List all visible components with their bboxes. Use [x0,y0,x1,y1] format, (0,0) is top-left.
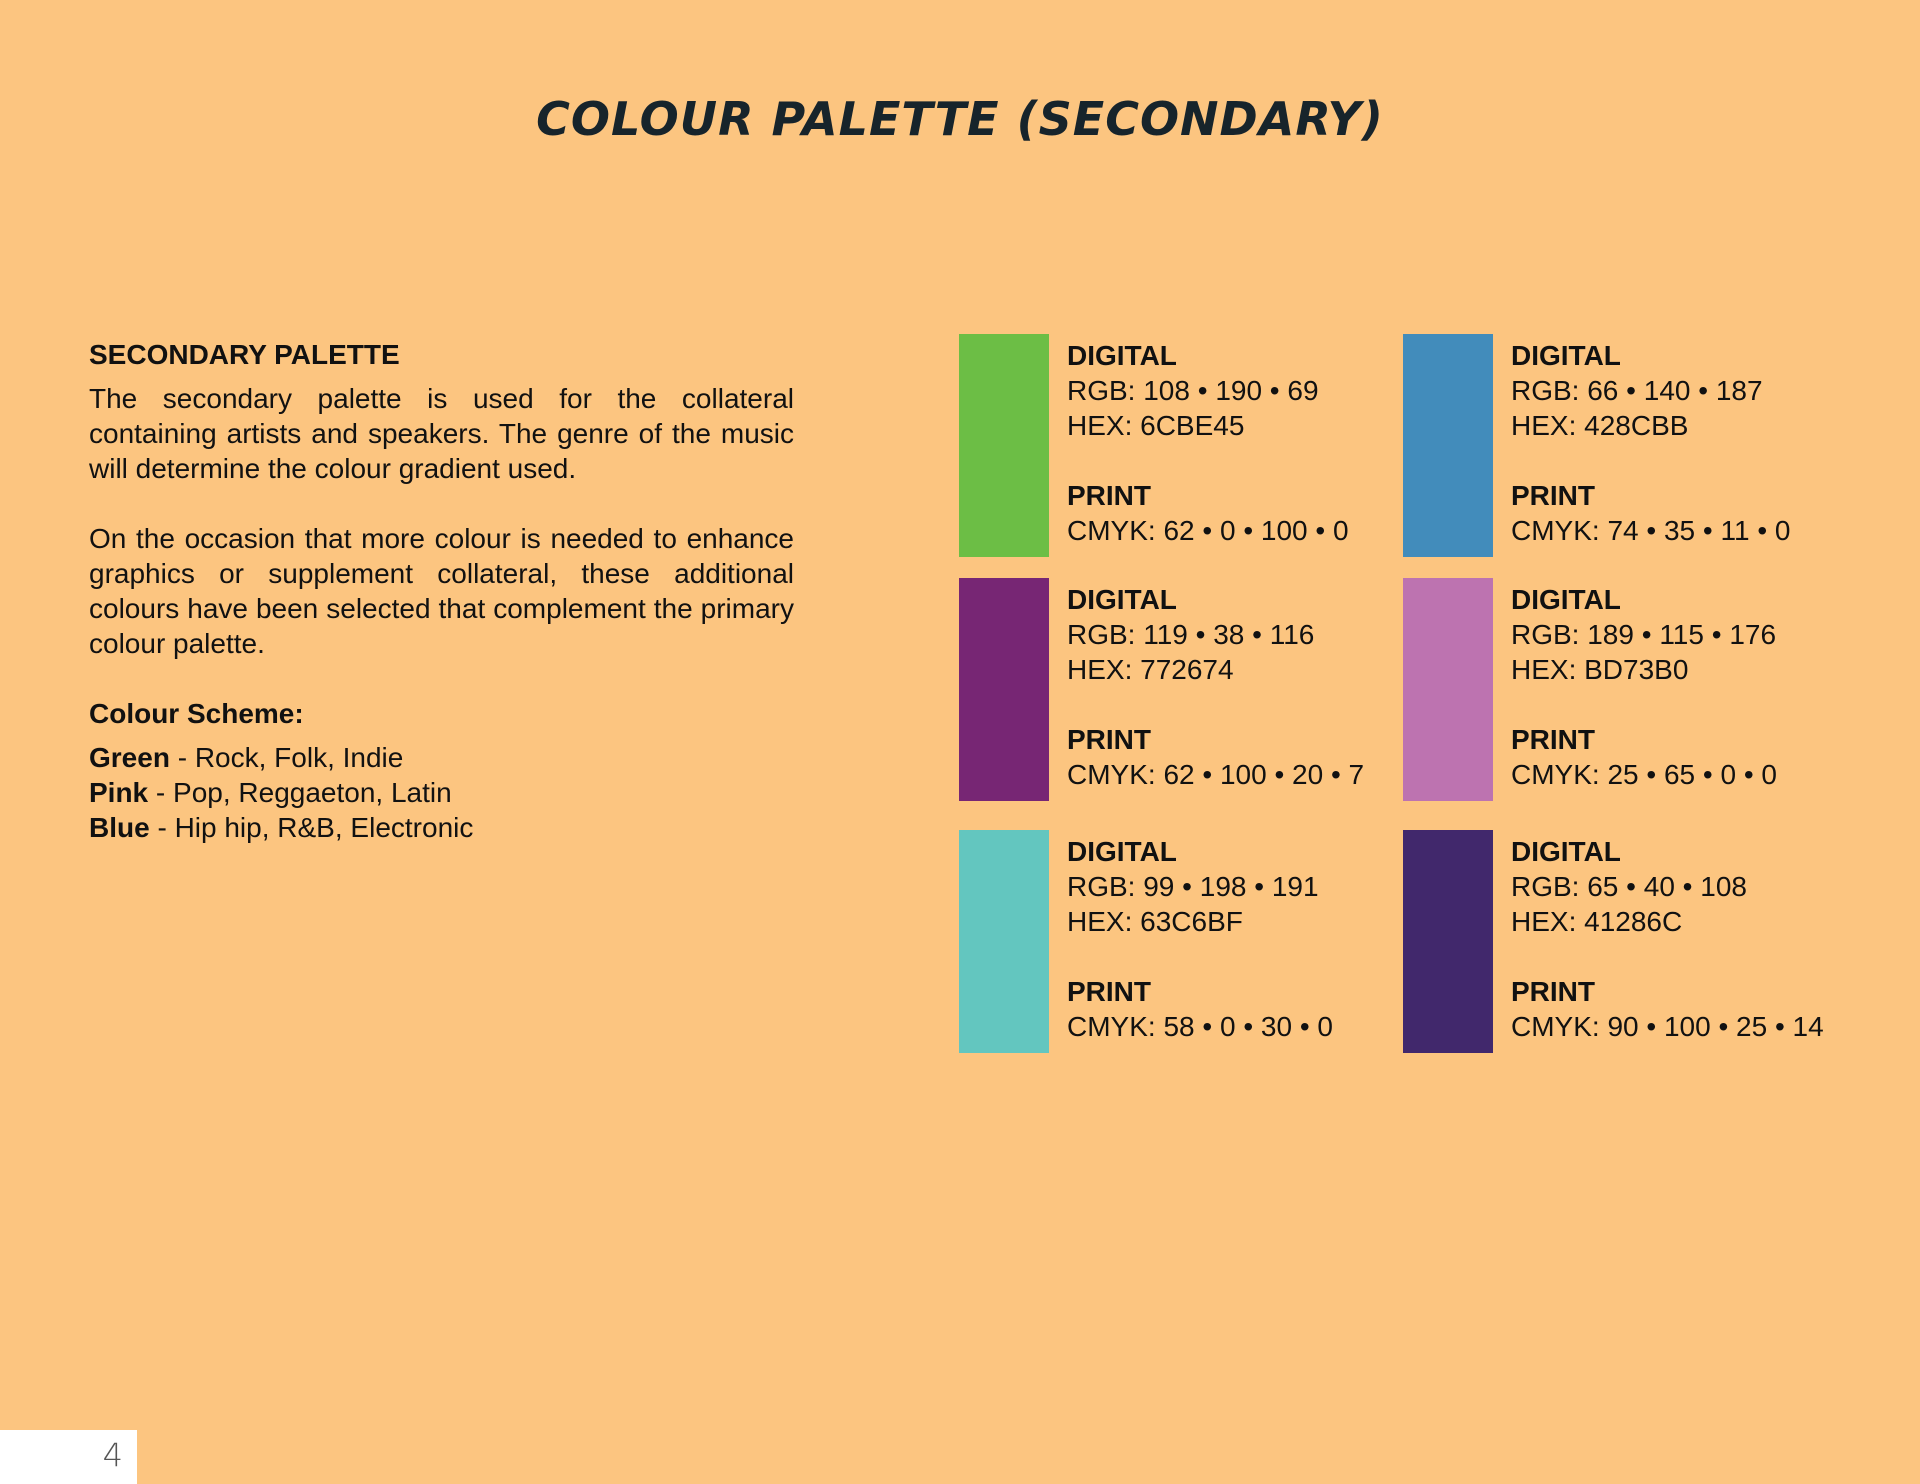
hex-value: HEX: 41286C [1511,906,1683,937]
digital-label: DIGITAL [1067,340,1177,371]
cmyk-value: CMYK: 25 • 65 • 0 • 0 [1511,759,1777,790]
scheme-name: Green [89,742,170,773]
scheme-line-green [89,740,794,775]
colour-swatch-pink [1403,578,1493,801]
cmyk-value: CMYK: 62 • 0 • 100 • 0 [1067,515,1349,546]
rgb-value: RGB: 66 • 140 • 187 [1511,375,1763,406]
digital-label: DIGITAL [1511,584,1621,615]
colour-swatch-purple [959,578,1049,801]
print-label: PRINT [1067,976,1151,1007]
colour-spec-purple [1067,582,1397,792]
digital-label: DIGITAL [1067,584,1177,615]
hex-value: HEX: 772674 [1067,654,1234,685]
page-number-box [0,1430,137,1484]
digital-label: DIGITAL [1067,836,1177,867]
rgb-value: RGB: 108 • 190 • 69 [1067,375,1319,406]
cmyk-value: CMYK: 90 • 100 • 25 • 14 [1511,1011,1824,1042]
colour-swatch-deep-purple [1403,830,1493,1053]
digital-label: DIGITAL [1511,340,1621,371]
scheme-line-pink [89,775,794,810]
colour-spec-deep-purple [1511,834,1841,1044]
rgb-value: RGB: 99 • 198 • 191 [1067,871,1319,902]
cmyk-value: CMYK: 74 • 35 • 11 • 0 [1511,515,1791,546]
scheme-name: Blue [89,812,150,843]
hex-value: HEX: 6CBE45 [1067,410,1245,441]
hex-value: HEX: 63C6BF [1067,906,1243,937]
scheme-genres: - Pop, Reggaeton, Latin [148,777,452,808]
digital-label: DIGITAL [1511,836,1621,867]
intro-paragraph: The secondary palette is used for the collateral containing artists and speakers. The genre of the music will determine the colour gradient used. [89,383,794,484]
colour-swatch-green [959,334,1049,557]
colour-swatch-blue [1403,334,1493,557]
rgb-value: RGB: 65 • 40 • 108 [1511,871,1747,902]
rgb-value: RGB: 189 • 115 • 176 [1511,619,1777,650]
scheme-genres: - Hip hip, R&B, Electronic [149,812,474,843]
rgb-value: RGB: 119 • 38 • 116 [1067,619,1315,650]
print-label: PRINT [1511,480,1595,511]
print-label: PRINT [1067,724,1151,755]
cmyk-value: CMYK: 62 • 100 • 20 • 7 [1067,759,1365,790]
hex-value: HEX: 428CBB [1511,410,1689,441]
colour-swatch-teal [959,830,1049,1053]
hex-value: HEX: BD73B0 [1511,654,1689,685]
section-heading: SECONDARY PALETTE [89,339,400,370]
cmyk-value: CMYK: 58 • 0 • 30 • 0 [1067,1011,1333,1042]
print-label: PRINT [1067,480,1151,511]
intro-paragraph: On the occasion that more colour is needed to enhance graphics or supplement collateral, these additional colours have been selected that complement the primary colour palette. [89,523,794,659]
colour-scheme-heading: Colour Scheme: [89,698,304,729]
colour-spec-pink [1511,582,1841,792]
print-label: PRINT [1511,724,1595,755]
colour-spec-teal [1067,834,1397,1044]
colour-spec-green [1067,338,1397,548]
intro-section [89,338,794,845]
page-title: COLOUR PALETTE (SECONDARY) [536,92,1384,146]
colour-spec-blue [1511,338,1841,548]
scheme-genres: - Rock, Folk, Indie [169,742,404,773]
scheme-name: Pink [89,777,149,808]
scheme-line-blue [89,810,794,845]
page-number: 4 [102,1436,123,1474]
print-label: PRINT [1511,976,1595,1007]
